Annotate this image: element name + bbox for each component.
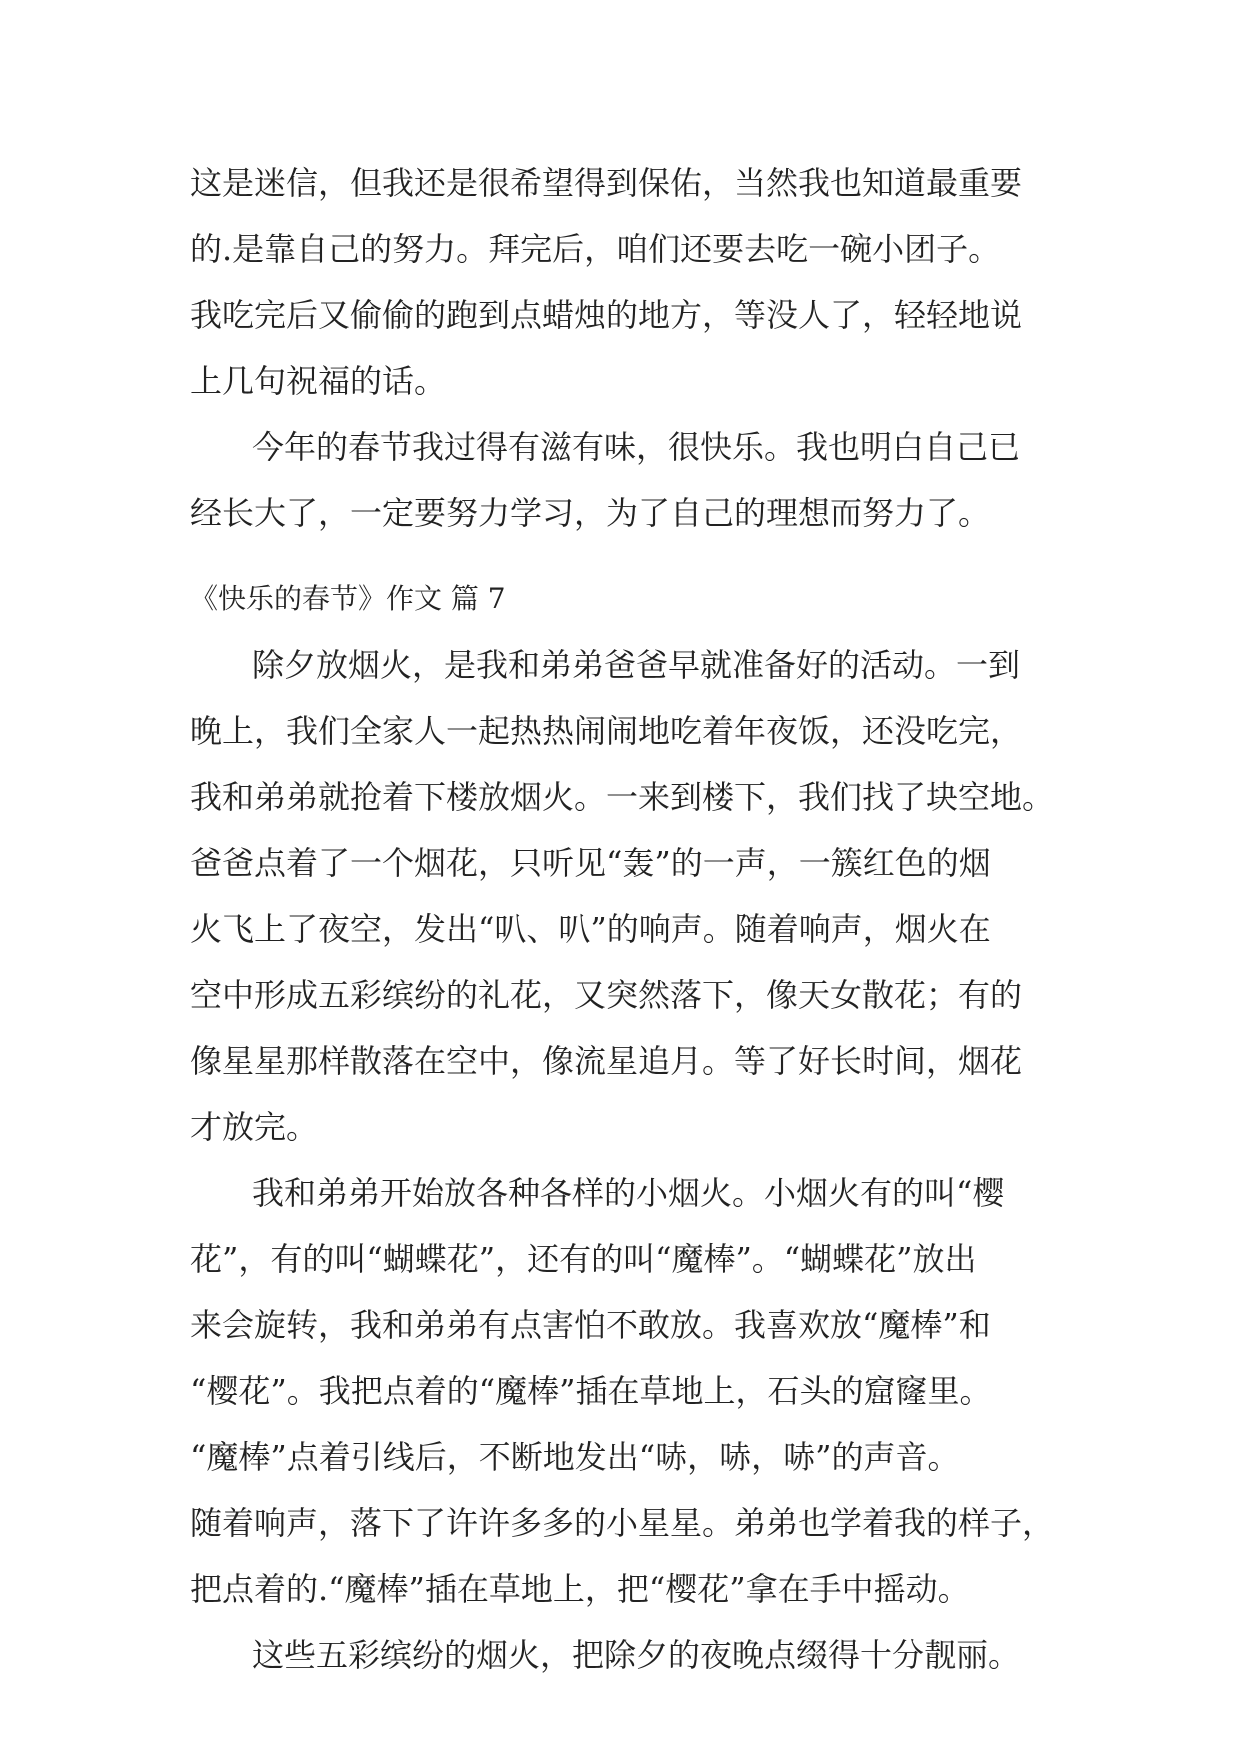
text-line: 像星星那样散落在空中，像流星追月。等了好长时间，烟花 <box>190 1042 1023 1080</box>
text-line: 除夕放烟火，是我和弟弟爸爸早就准备好的活动。一到 <box>252 646 1021 684</box>
text-line: 火飞上了夜空，发出“叭、叭”的响声。随着响声，烟火在 <box>190 910 991 948</box>
text-line: 随着响声，落下了许许多多的小星星。弟弟也学着我的样子， <box>190 1504 1055 1542</box>
text-line: 我和弟弟就抢着下楼放烟火。一来到楼下，我们找了块空地。 <box>190 778 1055 816</box>
text-line: 来会旋转，我和弟弟有点害怕不敢放。我喜欢放“魔棒”和 <box>190 1306 991 1344</box>
text-line: 的.是靠自己的努力。拜完后，咱们还要去吃一碗小团子。 <box>190 230 1001 268</box>
text-line: 晚上，我们全家人一起热热闹闹地吃着年夜饭，还没吃完， <box>190 712 1023 750</box>
text-line: 空中形成五彩缤纷的礼花，又突然落下，像天女散花；有的 <box>190 976 1023 1014</box>
text-line: 我和弟弟开始放各种各样的小烟火。小烟火有的叫“樱 <box>252 1174 1005 1212</box>
text-line: 这些五彩缤纷的烟火，把除夕的夜晚点缀得十分靓丽。 <box>252 1636 1021 1674</box>
text-line: 我吃完后又偷偷的跑到点蜡烛的地方，等没人了，轻轻地说 <box>190 296 1023 334</box>
section-heading: 《快乐的春节》作文 篇 7 <box>190 582 506 615</box>
text-line: 经长大了，一定要努力学习，为了自己的理想而努力了。 <box>190 494 991 532</box>
text-line: 才放完。 <box>190 1108 319 1146</box>
text-line: 今年的春节我过得有滋有味，很快乐。我也明白自己已 <box>252 428 1021 466</box>
text-line: “魔棒”点着引线后，不断地发出“哧，哧，哧”的声音。 <box>190 1438 960 1476</box>
text-line: 这是迷信，但我还是很希望得到保佑，当然我也知道最重要 <box>190 164 1023 202</box>
text-line: “樱花”。我把点着的“魔棒”插在草地上，石头的窟窿里。 <box>190 1372 992 1410</box>
text-line: 上几句祝福的话。 <box>190 362 447 400</box>
text-line: 把点着的.“魔棒”插在草地上，把“樱花”拿在手中摇动。 <box>190 1570 970 1608</box>
text-line: 爸爸点着了一个烟花，只听见“轰”的一声，一簇红色的烟 <box>190 844 991 882</box>
text-line: 花”，有的叫“蝴蝶花”，还有的叫“魔棒”。“蝴蝶花”放出 <box>190 1240 977 1278</box>
